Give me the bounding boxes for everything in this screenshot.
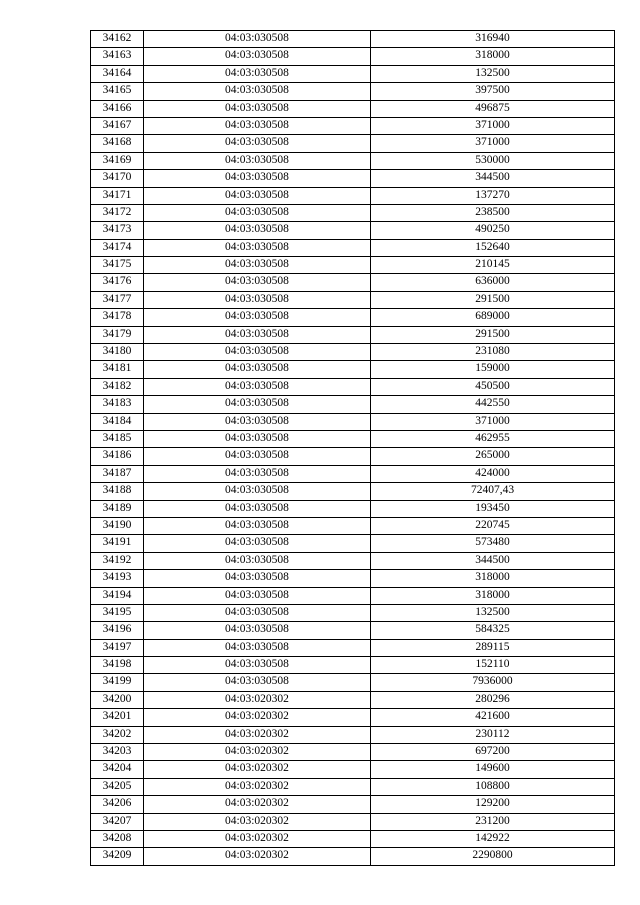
code-cell: 04:03:030508 — [144, 48, 371, 65]
row-number-cell: 34163 — [91, 48, 144, 65]
table-row — [91, 500, 615, 517]
code-cell: 04:03:030508 — [144, 222, 371, 239]
code-cell: 04:03:030508 — [144, 483, 371, 500]
code-cell: 04:03:030508 — [144, 204, 371, 221]
table-row — [91, 830, 615, 847]
table-row — [91, 744, 615, 761]
amount-cell: 132500 — [371, 65, 615, 82]
row-number-cell: 34170 — [91, 170, 144, 187]
table-row — [91, 344, 615, 361]
amount-cell: 421600 — [371, 709, 615, 726]
code-cell: 04:03:030508 — [144, 170, 371, 187]
code-cell: 04:03:030508 — [144, 152, 371, 169]
amount-cell: 280296 — [371, 691, 615, 708]
row-number-cell: 34186 — [91, 448, 144, 465]
code-cell: 04:03:030508 — [144, 187, 371, 204]
row-number-cell: 34168 — [91, 135, 144, 152]
amount-cell: 149600 — [371, 761, 615, 778]
table-row — [91, 587, 615, 604]
code-cell: 04:03:030508 — [144, 83, 371, 100]
code-cell: 04:03:030508 — [144, 257, 371, 274]
row-number-cell: 34180 — [91, 344, 144, 361]
code-cell: 04:03:030508 — [144, 604, 371, 621]
code-cell: 04:03:020302 — [144, 709, 371, 726]
table-row — [91, 570, 615, 587]
row-number-cell: 34185 — [91, 430, 144, 447]
row-number-cell: 34164 — [91, 65, 144, 82]
code-cell: 04:03:030508 — [144, 622, 371, 639]
table-row — [91, 813, 615, 830]
code-cell: 04:03:020302 — [144, 813, 371, 830]
code-cell: 04:03:030508 — [144, 361, 371, 378]
code-cell: 04:03:030508 — [144, 117, 371, 134]
row-number-cell: 34190 — [91, 517, 144, 534]
amount-cell: 291500 — [371, 291, 615, 308]
amount-cell: 490250 — [371, 222, 615, 239]
code-cell: 04:03:030508 — [144, 100, 371, 117]
data-table — [90, 30, 615, 866]
amount-cell: 142922 — [371, 830, 615, 847]
row-number-cell: 34184 — [91, 413, 144, 430]
table-row — [91, 239, 615, 256]
code-cell: 04:03:030508 — [144, 326, 371, 343]
code-cell: 04:03:030508 — [144, 657, 371, 674]
table-row — [91, 274, 615, 291]
code-cell: 04:03:020302 — [144, 796, 371, 813]
table-row — [91, 796, 615, 813]
code-cell: 04:03:030508 — [144, 291, 371, 308]
row-number-cell: 34194 — [91, 587, 144, 604]
amount-cell: 220745 — [371, 517, 615, 534]
table-row — [91, 100, 615, 117]
row-number-cell: 34196 — [91, 622, 144, 639]
code-cell: 04:03:030508 — [144, 135, 371, 152]
table-row — [91, 657, 615, 674]
row-number-cell: 34183 — [91, 396, 144, 413]
row-number-cell: 34192 — [91, 552, 144, 569]
row-number-cell: 34171 — [91, 187, 144, 204]
row-number-cell: 34187 — [91, 465, 144, 482]
amount-cell: 72407,43 — [371, 483, 615, 500]
code-cell: 04:03:020302 — [144, 691, 371, 708]
row-number-cell: 34209 — [91, 848, 144, 865]
amount-cell: 371000 — [371, 117, 615, 134]
table-row — [91, 639, 615, 656]
code-cell: 04:03:030508 — [144, 587, 371, 604]
row-number-cell: 34174 — [91, 239, 144, 256]
table-row — [91, 222, 615, 239]
amount-cell: 530000 — [371, 152, 615, 169]
code-cell: 04:03:030508 — [144, 500, 371, 517]
row-number-cell: 34189 — [91, 500, 144, 517]
amount-cell: 2290800 — [371, 848, 615, 865]
table-row — [91, 361, 615, 378]
row-number-cell: 34182 — [91, 378, 144, 395]
table-row — [91, 552, 615, 569]
table-row — [91, 430, 615, 447]
table-row — [91, 187, 615, 204]
amount-cell: 152110 — [371, 657, 615, 674]
code-cell: 04:03:030508 — [144, 65, 371, 82]
row-number-cell: 34204 — [91, 761, 144, 778]
code-cell: 04:03:030508 — [144, 430, 371, 447]
table-row — [91, 152, 615, 169]
table-row — [91, 378, 615, 395]
code-cell: 04:03:030508 — [144, 674, 371, 691]
table-row — [91, 674, 615, 691]
table-row — [91, 204, 615, 221]
amount-cell: 289115 — [371, 639, 615, 656]
code-cell: 04:03:020302 — [144, 848, 371, 865]
row-number-cell: 34167 — [91, 117, 144, 134]
amount-cell: 584325 — [371, 622, 615, 639]
row-number-cell: 34176 — [91, 274, 144, 291]
row-number-cell: 34203 — [91, 744, 144, 761]
row-number-cell: 34177 — [91, 291, 144, 308]
row-number-cell: 34175 — [91, 257, 144, 274]
table-row — [91, 135, 615, 152]
amount-cell: 137270 — [371, 187, 615, 204]
table-row — [91, 326, 615, 343]
code-cell: 04:03:030508 — [144, 344, 371, 361]
table-row — [91, 291, 615, 308]
table-row — [91, 413, 615, 430]
row-number-cell: 34207 — [91, 813, 144, 830]
amount-cell: 344500 — [371, 552, 615, 569]
row-number-cell: 34162 — [91, 31, 144, 48]
amount-cell: 108800 — [371, 778, 615, 795]
row-number-cell: 34191 — [91, 535, 144, 552]
amount-cell: 697200 — [371, 744, 615, 761]
table-row — [91, 535, 615, 552]
row-number-cell: 34169 — [91, 152, 144, 169]
code-cell: 04:03:030508 — [144, 465, 371, 482]
amount-cell: 573480 — [371, 535, 615, 552]
row-number-cell: 34199 — [91, 674, 144, 691]
table-row — [91, 848, 615, 865]
amount-cell: 231080 — [371, 344, 615, 361]
code-cell: 04:03:030508 — [144, 570, 371, 587]
table-row — [91, 691, 615, 708]
code-cell: 04:03:030508 — [144, 378, 371, 395]
code-cell: 04:03:030508 — [144, 535, 371, 552]
table-row — [91, 465, 615, 482]
code-cell: 04:03:020302 — [144, 726, 371, 743]
table-row — [91, 778, 615, 795]
code-cell: 04:03:030508 — [144, 413, 371, 430]
table-row — [91, 622, 615, 639]
table-row — [91, 396, 615, 413]
amount-cell: 159000 — [371, 361, 615, 378]
row-number-cell: 34198 — [91, 657, 144, 674]
amount-cell: 230112 — [371, 726, 615, 743]
amount-cell: 132500 — [371, 604, 615, 621]
code-cell: 04:03:030508 — [144, 639, 371, 656]
row-number-cell: 34208 — [91, 830, 144, 847]
amount-cell: 462955 — [371, 430, 615, 447]
code-cell: 04:03:020302 — [144, 830, 371, 847]
amount-cell: 318000 — [371, 570, 615, 587]
code-cell: 04:03:020302 — [144, 761, 371, 778]
amount-cell: 129200 — [371, 796, 615, 813]
table-body — [91, 31, 615, 866]
table-row — [91, 517, 615, 534]
table-row — [91, 170, 615, 187]
table-row — [91, 709, 615, 726]
amount-cell: 152640 — [371, 239, 615, 256]
table-row — [91, 117, 615, 134]
row-number-cell: 34202 — [91, 726, 144, 743]
row-number-cell: 34201 — [91, 709, 144, 726]
table-row — [91, 65, 615, 82]
row-number-cell: 34188 — [91, 483, 144, 500]
amount-cell: 193450 — [371, 500, 615, 517]
amount-cell: 291500 — [371, 326, 615, 343]
amount-cell: 316940 — [371, 31, 615, 48]
row-number-cell: 34206 — [91, 796, 144, 813]
table-row — [91, 726, 615, 743]
code-cell: 04:03:020302 — [144, 778, 371, 795]
amount-cell: 238500 — [371, 204, 615, 221]
code-cell: 04:03:030508 — [144, 517, 371, 534]
table-row — [91, 257, 615, 274]
code-cell: 04:03:020302 — [144, 744, 371, 761]
amount-cell: 7936000 — [371, 674, 615, 691]
table-row — [91, 309, 615, 326]
amount-cell: 210145 — [371, 257, 615, 274]
table-row — [91, 48, 615, 65]
table-row — [91, 483, 615, 500]
row-number-cell: 34200 — [91, 691, 144, 708]
code-cell: 04:03:030508 — [144, 448, 371, 465]
amount-cell: 450500 — [371, 378, 615, 395]
code-cell: 04:03:030508 — [144, 309, 371, 326]
code-cell: 04:03:030508 — [144, 274, 371, 291]
amount-cell: 636000 — [371, 274, 615, 291]
row-number-cell: 34179 — [91, 326, 144, 343]
amount-cell: 265000 — [371, 448, 615, 465]
row-number-cell: 34181 — [91, 361, 144, 378]
table-row — [91, 448, 615, 465]
amount-cell: 689000 — [371, 309, 615, 326]
table-row — [91, 83, 615, 100]
amount-cell: 318000 — [371, 48, 615, 65]
row-number-cell: 34205 — [91, 778, 144, 795]
table-row — [91, 604, 615, 621]
amount-cell: 344500 — [371, 170, 615, 187]
row-number-cell: 34172 — [91, 204, 144, 221]
table-row — [91, 761, 615, 778]
table-row — [91, 31, 615, 48]
code-cell: 04:03:030508 — [144, 239, 371, 256]
row-number-cell: 34165 — [91, 83, 144, 100]
amount-cell: 397500 — [371, 83, 615, 100]
amount-cell: 318000 — [371, 587, 615, 604]
amount-cell: 424000 — [371, 465, 615, 482]
row-number-cell: 34195 — [91, 604, 144, 621]
row-number-cell: 34178 — [91, 309, 144, 326]
row-number-cell: 34197 — [91, 639, 144, 656]
amount-cell: 371000 — [371, 413, 615, 430]
row-number-cell: 34166 — [91, 100, 144, 117]
code-cell: 04:03:030508 — [144, 31, 371, 48]
row-number-cell: 34193 — [91, 570, 144, 587]
amount-cell: 496875 — [371, 100, 615, 117]
amount-cell: 231200 — [371, 813, 615, 830]
amount-cell: 442550 — [371, 396, 615, 413]
code-cell: 04:03:030508 — [144, 552, 371, 569]
row-number-cell: 34173 — [91, 222, 144, 239]
amount-cell: 371000 — [371, 135, 615, 152]
code-cell: 04:03:030508 — [144, 396, 371, 413]
